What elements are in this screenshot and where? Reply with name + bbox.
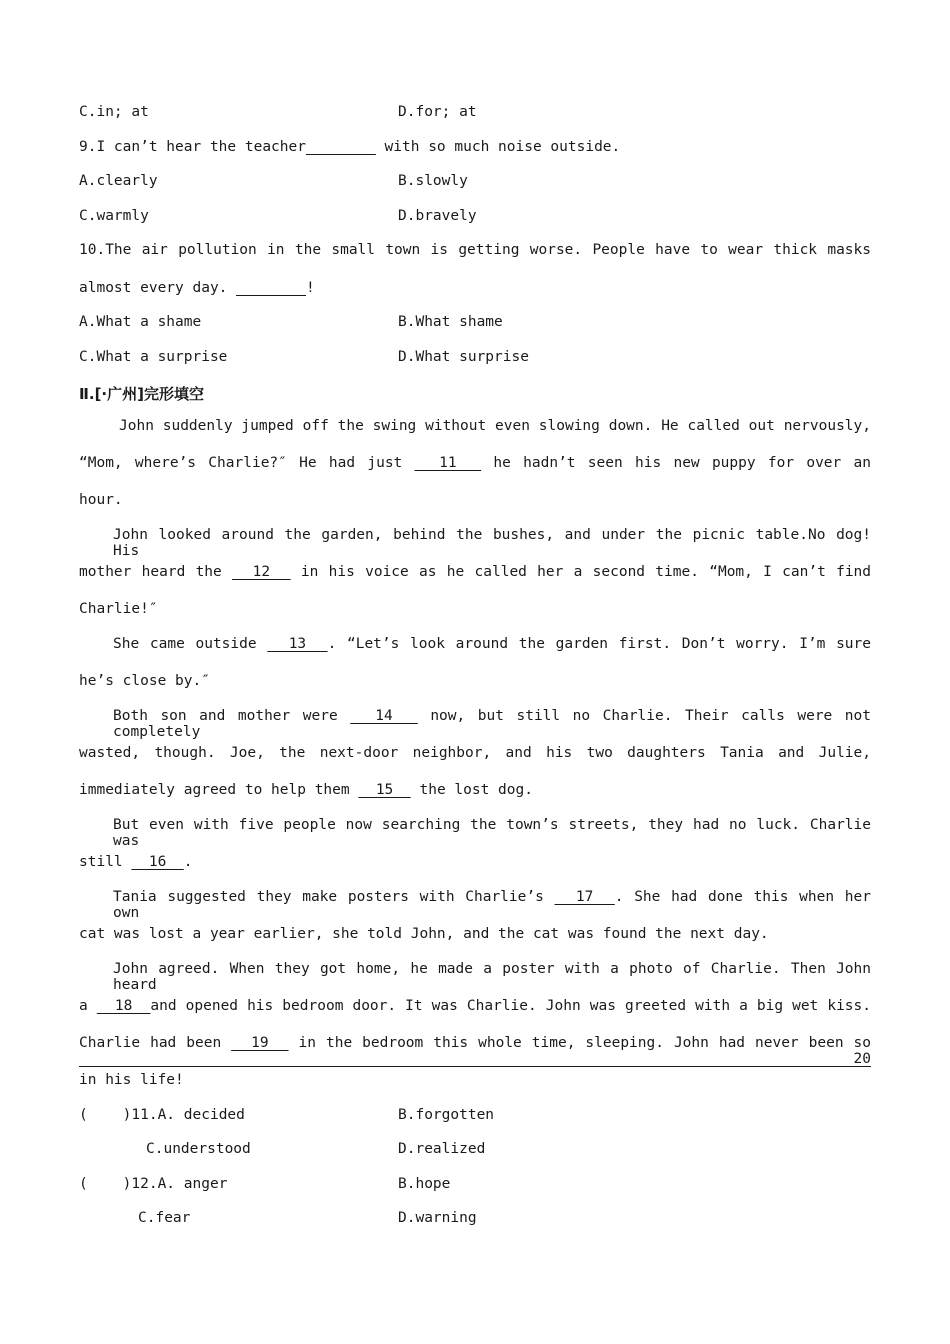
q11-stem	[79, 1107, 245, 1123]
passage-text: he hadn’t seen his new puppy for over an	[481, 455, 871, 471]
q8-option-c: C.in; at	[79, 104, 149, 120]
q9-stem	[79, 139, 620, 155]
passage-text: . “Let’s look around the garden first. Don’t worry. I’m sure	[327, 636, 871, 652]
q8-option-d: D.for; at	[398, 104, 477, 120]
q12-option-c: C.fear	[138, 1210, 191, 1226]
passage-text: a	[79, 998, 97, 1014]
blank-11: 11	[414, 455, 482, 471]
passage-p3-line2: he’s close by.″	[79, 673, 210, 689]
q10-stem-line2	[79, 280, 315, 296]
passage-text: Tania suggested they make posters with Charlie’s	[113, 889, 555, 905]
passage-text: in the bedroom this whole time, sleeping. John had never been so	[288, 1035, 872, 1051]
blank-17: 17	[554, 889, 615, 905]
q10-option-d: D.What surprise	[398, 349, 529, 365]
q10-stem-text: almost every day.	[79, 280, 237, 296]
passage-p4-line1	[113, 708, 871, 740]
passage-p7-line4: in his life!	[79, 1072, 184, 1088]
blank-18: 18	[96, 998, 151, 1014]
blank-13: 13	[267, 636, 328, 652]
q9-stem-end: with so much noise outside.	[375, 139, 621, 155]
passage-text: immediately agreed to help them	[79, 782, 359, 798]
q11-answer-paren: ( )	[79, 1107, 132, 1123]
blank-14: 14	[350, 708, 418, 724]
blank-20: 20	[79, 1051, 871, 1067]
passage-text: still	[79, 854, 132, 870]
passage-p2-line1: John looked around the garden, behind the bushes, and under the picnic table.No dog! His	[113, 527, 871, 559]
passage-p5-line1: But even with five people now searching the town’s streets, they had no luck. Charlie was	[113, 817, 871, 849]
q12-option-d: D.warning	[398, 1210, 477, 1226]
passage-p2-line2	[79, 564, 871, 580]
blank-12: 12	[232, 564, 291, 580]
passage-p6-line2: cat was lost a year earlier, she told John, and the cat was found the next day.	[79, 926, 769, 942]
passage-text: .	[183, 854, 193, 870]
q11-option-a: 11.A. decided	[131, 1107, 245, 1123]
blank-15: 15	[358, 782, 411, 798]
q11-option-d: D.realized	[398, 1141, 486, 1157]
passage-p4-line3	[79, 782, 533, 798]
q12-stem	[79, 1176, 227, 1192]
blank-16: 16	[131, 854, 184, 870]
passage-text: “Mom, where’s Charlie?″ He had just	[79, 455, 415, 471]
passage-text: now, but still no Charlie. Their calls were not completely	[113, 708, 871, 740]
q12-option-a: 12.A. anger	[131, 1176, 228, 1192]
q12-answer-paren: ( )	[79, 1176, 132, 1192]
q10-option-c: C.What a surprise	[79, 349, 228, 365]
q12-option-b: B.hope	[398, 1176, 451, 1192]
passage-text: Both son and mother were	[113, 708, 351, 724]
q10-stem-line1: 10.The air pollution in the small town is getting worse. People have to wear thick masks	[79, 242, 871, 258]
passage-p4-line2: wasted, though. Joe, the next-door neighbor, and his two daughters Tania and Julie,	[79, 745, 871, 761]
passage-p1-line3: hour.	[79, 492, 123, 508]
passage-p1-line1: John suddenly jumped off the swing without even slowing down. He called out nervously,	[119, 418, 871, 434]
q11-option-b: B.forgotten	[398, 1107, 495, 1123]
q9-option-d: D.bravely	[398, 208, 477, 224]
passage-p5-line2	[79, 854, 193, 870]
passage-p1-line2	[79, 455, 871, 471]
passage-p3-line1	[113, 636, 871, 652]
passage-text: mother heard the	[79, 564, 233, 580]
q10-blank: ________	[236, 280, 306, 296]
q10-option-b: B.What shame	[398, 314, 503, 330]
q9-blank: ________	[305, 139, 376, 155]
passage-text: She came outside	[113, 636, 268, 652]
passage-p2-line3: Charlie!″	[79, 601, 158, 617]
q10-option-a: A.What a shame	[79, 314, 202, 330]
passage-text: in his voice as he called her a second time. “Mom, I can’t find	[290, 564, 872, 580]
passage-text: the lost dog.	[410, 782, 533, 798]
passage-text: Charlie had been	[79, 1035, 232, 1051]
passage-p7-line2	[79, 998, 871, 1014]
passage-text: and opened his bedroom door. It was Charlie. John was greeted with a big wet kiss.	[150, 998, 871, 1014]
q9-option-b: B.slowly	[398, 173, 468, 189]
q10-stem-end: !	[305, 280, 315, 296]
q11-option-c: C.understood	[146, 1141, 251, 1157]
q9-stem-text: 9.I can’t hear the teacher	[79, 139, 306, 155]
section-title: Ⅱ.[·广州]完形填空	[79, 385, 204, 403]
passage-p7-line1: John agreed. When they got home, he made a poster with a photo of Charlie. Then John heard	[113, 961, 871, 993]
blank-19: 19	[231, 1035, 289, 1051]
passage-p6-line1	[113, 889, 871, 921]
q9-option-a: A.clearly	[79, 173, 158, 189]
q9-option-c: C.warmly	[79, 208, 149, 224]
passage-text: . She had done this when her own	[113, 889, 871, 921]
passage-p7-line3	[79, 1035, 871, 1067]
